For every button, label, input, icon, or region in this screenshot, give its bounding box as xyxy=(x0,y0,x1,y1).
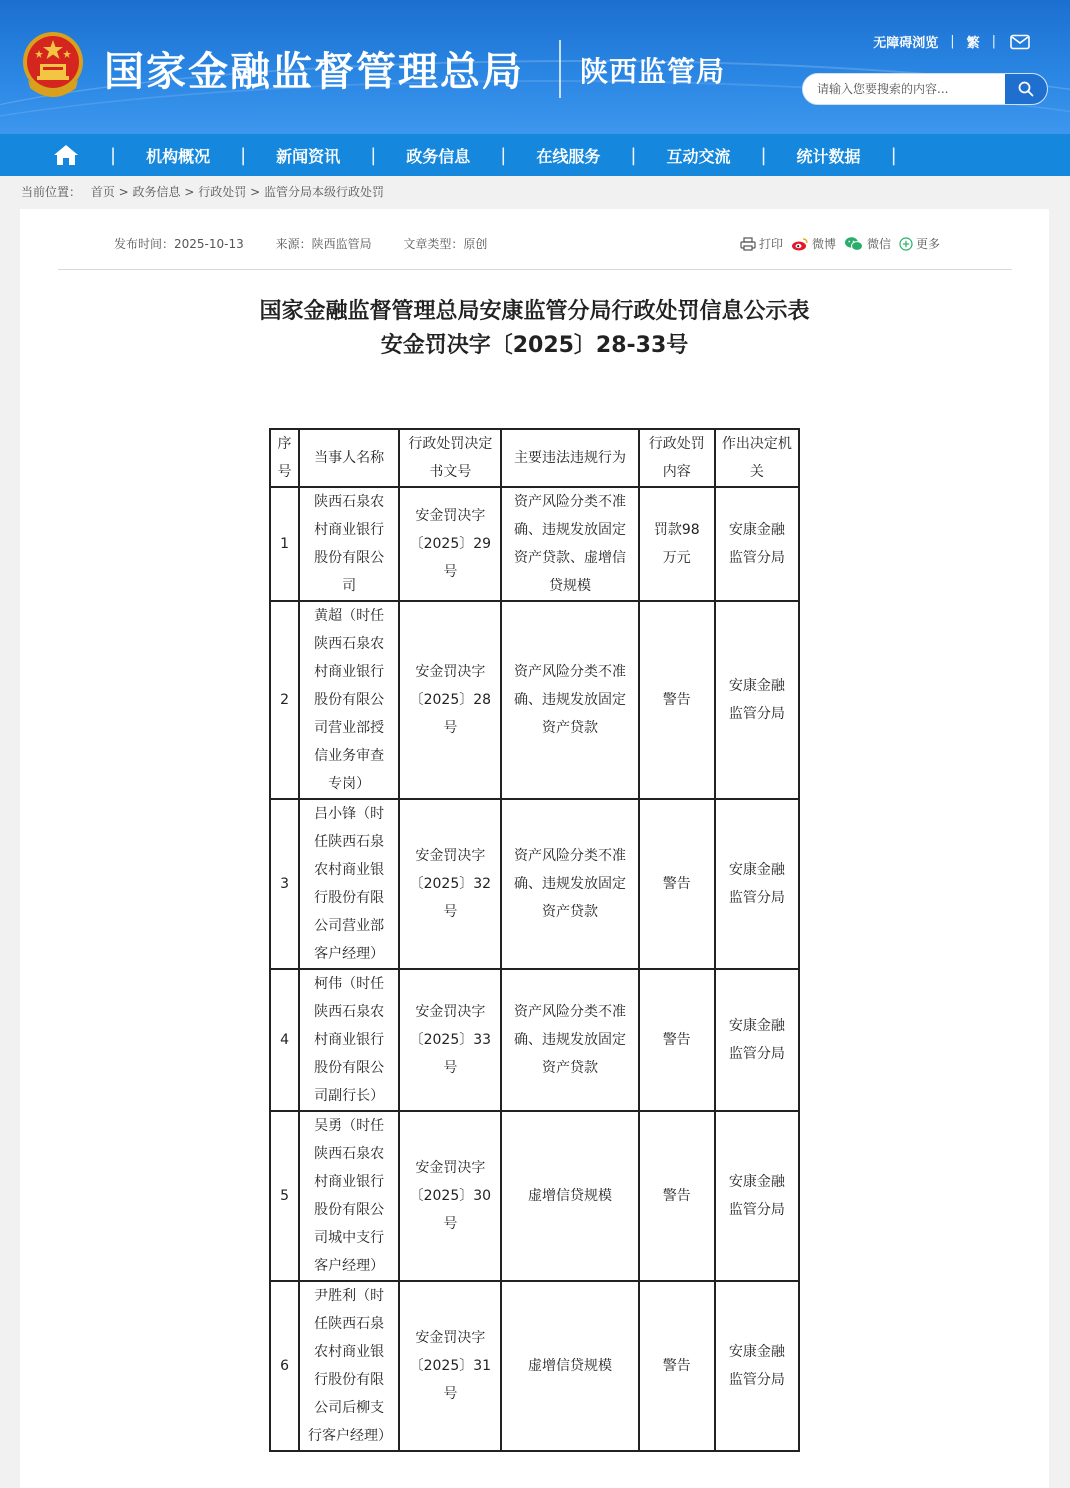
table-row xyxy=(270,1281,799,1451)
table-cell: 安金罚决字〔2025〕29号 xyxy=(399,487,501,601)
site-title[interactable]: 国家金融监督管理总局 xyxy=(104,49,524,95)
table-cell: 警告 xyxy=(639,601,715,799)
table-header: 行政处罚决定书文号 xyxy=(399,429,501,487)
breadcrumb-home[interactable]: 首页 xyxy=(90,185,115,199)
table-header: 作出决定机关 xyxy=(715,429,799,487)
more-label: 更多 xyxy=(916,237,941,251)
plus-circle-icon xyxy=(899,237,913,251)
table-cell: 资产风险分类不准确、违规发放固定资产贷款、虚增信贷规模 xyxy=(501,487,638,601)
breadcrumb-sep: > xyxy=(114,185,133,199)
table-row xyxy=(270,601,799,799)
home-icon xyxy=(53,144,79,166)
main-nav xyxy=(0,134,1070,176)
table-cell: 警告 xyxy=(639,1111,715,1281)
weibo-label: 微博 xyxy=(812,237,837,251)
divider xyxy=(58,269,1012,270)
wechat-label: 微信 xyxy=(867,237,892,251)
table-header: 序号 xyxy=(270,429,299,487)
print-label: 打印 xyxy=(759,237,784,251)
breadcrumb xyxy=(21,183,384,200)
nav-separator: | xyxy=(110,144,117,166)
table-cell: 安康金融监管分局 xyxy=(715,487,799,601)
top-links xyxy=(873,32,1030,51)
table-cell: 虚增信贷规模 xyxy=(501,1281,638,1451)
article-panel xyxy=(20,209,1049,1488)
table-cell: 安金罚决字〔2025〕31号 xyxy=(399,1281,501,1451)
table-cell: 资产风险分类不准确、违规发放固定资产贷款 xyxy=(501,969,638,1111)
mail-icon[interactable] xyxy=(1010,34,1030,50)
table-row xyxy=(270,1111,799,1281)
national-emblem-icon[interactable] xyxy=(20,28,86,102)
table-cell: 5 xyxy=(270,1111,299,1281)
nav-separator: | xyxy=(890,144,897,166)
article-type: 文章类型：原创 xyxy=(403,237,488,251)
nav-separator: | xyxy=(240,144,247,166)
article-title-line1: 国家金融监督管理总局安康监管分局行政处罚信息公示表 xyxy=(259,299,810,324)
nav-item-online-service[interactable]: 在线服务 xyxy=(536,146,601,166)
table-cell: 罚款98万元 xyxy=(639,487,715,601)
share-wechat-button[interactable] xyxy=(844,235,891,252)
table-cell: 安康金融监管分局 xyxy=(715,799,799,969)
table-row xyxy=(270,487,799,601)
sub-title[interactable]: 陕西监管局 xyxy=(580,55,726,88)
nav-item-news[interactable]: 新闻资讯 xyxy=(276,146,341,166)
share-bar xyxy=(740,235,948,252)
breadcrumb-penalty[interactable]: 行政处罚 xyxy=(198,185,247,199)
table-header: 当事人名称 xyxy=(299,429,399,487)
printer-icon xyxy=(740,237,756,251)
breadcrumb-label: 当前位置： xyxy=(21,185,82,199)
table-cell: 安金罚决字〔2025〕28号 xyxy=(399,601,501,799)
nav-home[interactable] xyxy=(52,134,80,176)
site-header xyxy=(0,0,1070,134)
nav-separator: | xyxy=(760,144,767,166)
nav-separator: | xyxy=(500,144,507,166)
table-row xyxy=(270,969,799,1111)
table-cell: 安康金融监管分局 xyxy=(715,1111,799,1281)
table-cell: 陕西石泉农村商业银行股份有限公司 xyxy=(299,487,399,601)
table-cell: 吕小锋（时任陕西石泉农村商业银行股份有限公司营业部客户经理） xyxy=(299,799,399,969)
header-divider xyxy=(559,40,561,98)
table-header-row xyxy=(270,429,799,487)
breadcrumb-sep: > xyxy=(246,185,264,199)
wechat-icon xyxy=(844,236,864,252)
table-cell: 4 xyxy=(270,969,299,1111)
table-cell: 警告 xyxy=(639,969,715,1111)
search-box xyxy=(802,73,1048,105)
breadcrumb-sep: > xyxy=(180,185,199,199)
table-cell: 虚增信贷规模 xyxy=(501,1111,638,1281)
publish-time: 发布时间：2025-10-13 xyxy=(114,237,244,251)
traditional-chinese-link[interactable]: 繁 xyxy=(966,36,980,51)
table-cell: 安金罚决字〔2025〕33号 xyxy=(399,969,501,1111)
top-link-separator: | xyxy=(950,34,955,49)
table-cell: 3 xyxy=(270,799,299,969)
table-header: 主要违法违规行为 xyxy=(501,429,638,487)
weibo-icon xyxy=(791,237,809,251)
article-meta xyxy=(114,235,515,252)
table-cell: 安康金融监管分局 xyxy=(715,601,799,799)
nav-item-institution[interactable]: 机构概况 xyxy=(146,146,211,166)
table-cell: 资产风险分类不准确、违规发放固定资产贷款 xyxy=(501,799,638,969)
table-cell: 资产风险分类不准确、违规发放固定资产贷款 xyxy=(501,601,638,799)
breadcrumb-government-info[interactable]: 政务信息 xyxy=(132,185,181,199)
table-cell: 警告 xyxy=(639,799,715,969)
table-cell: 安金罚决字〔2025〕30号 xyxy=(399,1111,501,1281)
accessibility-link[interactable]: 无障碍浏览 xyxy=(873,36,939,51)
search-button[interactable] xyxy=(1005,74,1047,104)
article-source: 来源：陕西监管局 xyxy=(275,237,372,251)
nav-item-government-info[interactable]: 政务信息 xyxy=(406,146,471,166)
breadcrumb-current[interactable]: 监管分局本级行政处罚 xyxy=(263,185,384,199)
table-header: 行政处罚内容 xyxy=(639,429,715,487)
article-title xyxy=(20,295,1049,363)
share-more-button[interactable] xyxy=(899,235,940,252)
nav-separator: | xyxy=(630,144,637,166)
nav-item-statistics[interactable]: 统计数据 xyxy=(796,146,861,166)
search-icon xyxy=(1018,81,1034,97)
table-cell: 2 xyxy=(270,601,299,799)
table-cell: 安金罚决字〔2025〕32号 xyxy=(399,799,501,969)
penalty-table xyxy=(269,428,800,1452)
table-cell: 吴勇（时任陕西石泉农村商业银行股份有限公司城中支行客户经理） xyxy=(299,1111,399,1281)
top-link-separator: | xyxy=(991,34,996,49)
article-title-line2: 安金罚决字〔2025〕28-33号 xyxy=(380,333,689,358)
nav-separator: | xyxy=(370,144,377,166)
table-cell: 黄超（时任陕西石泉农村商业银行股份有限公司营业部授信业务审查专岗） xyxy=(299,601,399,799)
nav-item-interaction[interactable]: 互动交流 xyxy=(666,146,731,166)
table-cell: 柯伟（时任陕西石泉农村商业银行股份有限公司副行长） xyxy=(299,969,399,1111)
table-cell: 安康金融监管分局 xyxy=(715,969,799,1111)
table-cell: 1 xyxy=(270,487,299,601)
table-cell: 警告 xyxy=(639,1281,715,1451)
table-cell: 6 xyxy=(270,1281,299,1451)
table-row xyxy=(270,799,799,969)
table-cell: 安康金融监管分局 xyxy=(715,1281,799,1451)
print-button[interactable] xyxy=(740,235,783,252)
table-cell: 尹胜利（时任陕西石泉农村商业银行股份有限公司后柳支行客户经理） xyxy=(299,1281,399,1451)
share-weibo-button[interactable] xyxy=(791,235,836,252)
search-input[interactable] xyxy=(803,74,1009,104)
